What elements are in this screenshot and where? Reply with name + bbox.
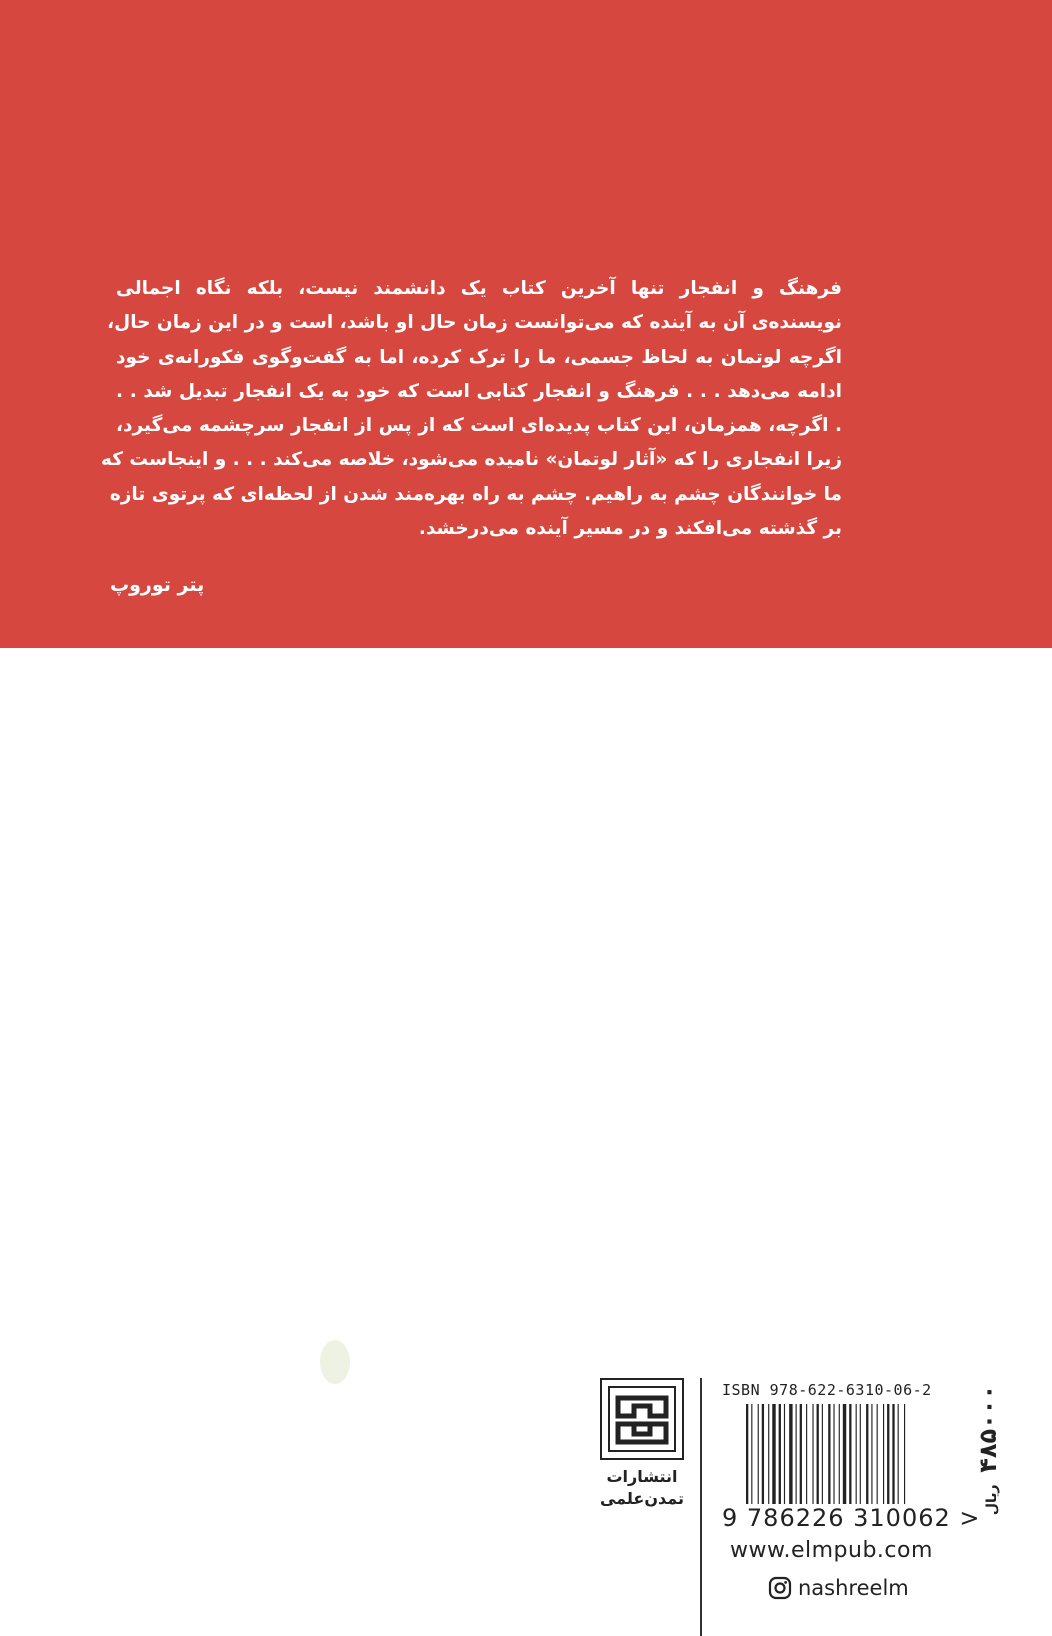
publisher-website[interactable]: www.elmpub.com [730, 1538, 933, 1563]
price-label [974, 1385, 1002, 1515]
publisher-logo-mark [608, 1386, 676, 1452]
barcode-bar [758, 1404, 759, 1504]
barcode-bar [871, 1404, 872, 1504]
vertical-divider [700, 1378, 702, 1636]
barcode-bars [746, 1404, 946, 1504]
barcode-bar [877, 1404, 878, 1504]
barcode-bar [772, 1404, 775, 1504]
barcode-bar [843, 1404, 846, 1504]
publisher-name [590, 1466, 694, 1510]
barcode-bar [904, 1404, 905, 1504]
barcode-bar [883, 1404, 884, 1504]
barcode-bar [833, 1404, 834, 1504]
barcode-bar [839, 1404, 840, 1504]
publisher-logo [600, 1378, 684, 1460]
barcode-digits: 9 786226 310062 > [722, 1504, 981, 1532]
back-cover-blurb [100, 272, 842, 546]
blurb-line: زیرا انفجاری را که «آثار لوتمان» نامیده می‌شود، خلاصه می‌کند . . . و اینجاست که [100, 449, 842, 471]
barcode-bar [828, 1404, 830, 1504]
barcode-bar [800, 1404, 802, 1504]
price-amount: ۴۸۵۰۰۰ [974, 1384, 1002, 1473]
publisher-name-line: انتشارات [606, 1467, 678, 1486]
barcode-bar [822, 1404, 823, 1504]
barcode-bar [856, 1404, 857, 1504]
barcode-bar [751, 1404, 752, 1504]
blurb-line: اگرچه لوتمان به لحاظ جسمی، ما را ترک کرده، اما به گفت‌وگوی فکورانه‌ی خود [116, 346, 842, 368]
barcode-bar [746, 1404, 748, 1504]
barcode-bar [860, 1404, 861, 1504]
barcode-bar [784, 1404, 785, 1504]
blurb-line: ادامه می‌دهد . . . فرهنگ و انفجار کتابی است که خود به یک انفجار تبدیل شد . . [116, 380, 842, 402]
blurb-line: ما خوانندگان چشم به راهیم. چشم به راه بهره‌مند شدن از لحظه‌ای که پرتوی تازه [109, 483, 842, 505]
barcode-bar [887, 1404, 889, 1504]
logo-monogram-icon [610, 1388, 674, 1450]
barcode-bar [812, 1404, 813, 1504]
barcode-bar [779, 1404, 781, 1504]
price-currency: ریال [984, 1484, 1000, 1516]
instagram-contact[interactable] [768, 1572, 968, 1604]
barcode-bar [849, 1404, 851, 1504]
instagram-icon [768, 1576, 792, 1600]
barcode-bar [796, 1404, 797, 1504]
isbn-label: ISBN 978-622-6310-06-2 [722, 1381, 932, 1399]
barcode-bar [806, 1404, 807, 1504]
publisher-name-line: تمدن‌علمی [599, 1489, 684, 1508]
paper-stain [320, 1340, 350, 1384]
blurb-line: نویسنده‌ی آن به آینده که می‌توانست زمان حال او باشد، است و در این زمان حال، [107, 312, 842, 334]
price [970, 1380, 1006, 1520]
blurb-line: . اگرچه، همزمان، این کتاب پدیده‌ای است که از پس از انفجار سرچشمه می‌گیرد، [116, 415, 842, 437]
barcode-bar [892, 1404, 894, 1504]
barcode-bar [817, 1404, 819, 1504]
blurb-line: بر گذشته می‌افکند و در مسیر آینده می‌درخشد. [418, 518, 842, 540]
barcode-bar [866, 1404, 868, 1504]
barcode-bar [789, 1404, 792, 1504]
blurb-line: فرهنگ و انفجار تنها آخرین کتاب یک دانشمند نیست، بلکه نگاه اجمالی [116, 278, 842, 299]
instagram-handle: nashreelm [798, 1576, 909, 1600]
barcode [746, 1404, 946, 1504]
barcode-bar [762, 1404, 764, 1504]
blurb-author: پتر توروپ [110, 574, 205, 596]
barcode-bar [768, 1404, 769, 1504]
barcode-bar [898, 1404, 899, 1504]
